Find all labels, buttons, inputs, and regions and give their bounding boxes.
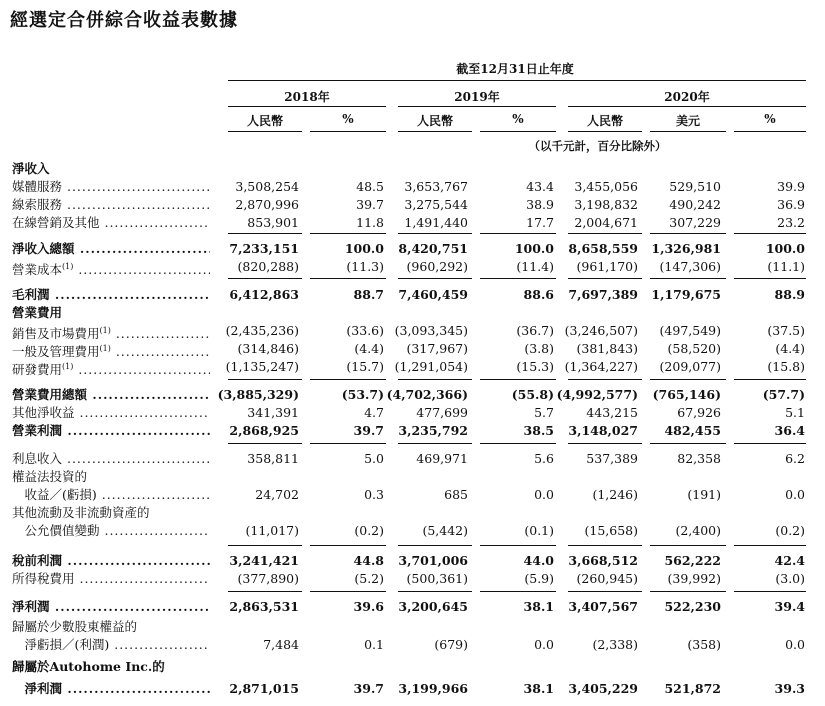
subtotal-rule <box>310 379 386 380</box>
row-label-text: 媒體服務 <box>12 179 63 194</box>
unit-rule <box>480 131 556 132</box>
table-cell: 1,491,440 <box>404 215 468 230</box>
table-cell: 38.9 <box>526 197 554 212</box>
table-cell: (3,885,329) <box>217 387 299 402</box>
subtotal-rule <box>398 591 472 592</box>
table-row <box>0 340 825 358</box>
table-cell: 8,658,559 <box>568 241 638 256</box>
table-row <box>0 680 825 698</box>
table-row <box>0 404 825 422</box>
subtotal-rule <box>480 379 556 380</box>
row-label-text: 淨收入 <box>12 161 50 176</box>
table-cell: (15.8) <box>767 359 805 374</box>
year-2019-header: 2019年 <box>454 90 500 104</box>
footnote-marker: (1) <box>62 262 74 271</box>
row-label <box>12 468 212 486</box>
row-label-text: 其他淨收益 <box>12 405 75 420</box>
table-cell: 443,215 <box>586 405 638 420</box>
subtotal-rule <box>310 233 386 234</box>
table-cell: 39.7 <box>356 197 384 212</box>
table-cell: 522,230 <box>664 599 721 614</box>
table-cell: (33.6) <box>346 323 384 338</box>
table-cell: 44.8 <box>353 553 384 568</box>
table-cell: 3,508,254 <box>235 179 299 194</box>
row-label-text: 公允價值變動 <box>12 523 100 538</box>
row-label <box>12 160 212 178</box>
table-cell: 307,229 <box>669 215 721 230</box>
table-cell: (1,291,054) <box>394 359 468 374</box>
table-cell: 0.0 <box>785 487 805 502</box>
row-label <box>12 552 210 570</box>
unit-rule <box>650 131 726 132</box>
unit-header: 美元 <box>675 114 700 128</box>
row-label-text: 收益／(虧損) <box>12 487 97 502</box>
subtotal-rule <box>398 379 472 380</box>
table-cell: (11.4) <box>516 259 554 274</box>
table-cell: (15.7) <box>346 359 384 374</box>
subtotal-rule <box>734 278 806 279</box>
table-cell: 44.0 <box>523 553 554 568</box>
table-cell: 3,455,056 <box>574 179 638 194</box>
table-cell: 6.2 <box>785 451 805 466</box>
table-row <box>0 450 825 468</box>
table-cell: (4,992,577) <box>556 387 638 402</box>
table-row <box>0 258 825 276</box>
table-row <box>0 522 825 540</box>
row-label <box>12 358 210 379</box>
table-cell: 39.3 <box>774 681 805 696</box>
table-cell: 3,148,027 <box>568 423 638 438</box>
table-cell: 38.1 <box>523 681 554 696</box>
table-row <box>0 504 825 522</box>
table-row <box>0 358 825 376</box>
row-label-text: 營業費用 <box>12 305 63 320</box>
table-cell: (2,435,236) <box>225 323 299 338</box>
table-cell: (960,292) <box>406 259 468 274</box>
table-row <box>0 658 825 676</box>
table-cell: (1,364,227) <box>564 359 638 374</box>
subtotal-rule <box>734 443 806 444</box>
period-header: 截至12月31日止年度 <box>456 62 574 76</box>
table-cell: (15.3) <box>516 359 554 374</box>
row-label <box>12 680 210 698</box>
subtotal-rule <box>480 278 556 279</box>
table-cell: 17.7 <box>526 215 554 230</box>
row-label-text: 線索服務 <box>12 197 63 212</box>
row-label <box>12 304 212 322</box>
table-cell: (15,658) <box>584 523 638 538</box>
table-cell: 482,455 <box>664 423 721 438</box>
table-cell: 6,412,863 <box>229 287 299 302</box>
subtotal-rule <box>228 545 302 546</box>
table-cell: 38.5 <box>523 423 554 438</box>
subtotal-rule <box>398 233 472 234</box>
table-cell: (0.2) <box>775 523 805 538</box>
unit-header: % <box>512 112 524 126</box>
row-label-text: 淨收入總額 <box>12 241 75 256</box>
table-cell: (500,361) <box>406 571 468 586</box>
table-cell: (191) <box>687 487 721 502</box>
table-cell: 5.0 <box>364 451 384 466</box>
table-row <box>0 214 825 232</box>
table-cell: 0.0 <box>534 487 554 502</box>
table-cell: 48.5 <box>356 179 384 194</box>
table-cell: (2,400) <box>675 523 721 538</box>
subtotal-rule <box>650 545 726 546</box>
table-cell: (497,549) <box>659 323 721 338</box>
table-cell: (317,967) <box>406 341 468 356</box>
table-cell: (11,017) <box>245 523 299 538</box>
table-row <box>0 304 825 322</box>
table-cell: 5.6 <box>534 451 554 466</box>
row-label-text: 權益法投資的 <box>12 469 88 484</box>
table-cell: 82,358 <box>677 451 721 466</box>
table-row <box>0 598 825 616</box>
table-cell: 3,668,512 <box>568 553 638 568</box>
table-cell: 490,242 <box>669 197 721 212</box>
table-row <box>0 386 825 404</box>
table-cell: (5.2) <box>354 571 384 586</box>
unit-note: （以千元計，百分比除外） <box>528 139 667 153</box>
subtotal-rule <box>398 545 472 546</box>
table-cell: 7,697,389 <box>568 287 638 302</box>
table-cell: (4.4) <box>354 341 384 356</box>
header-rule-top <box>228 80 806 81</box>
year-2020-rule <box>568 106 806 107</box>
table-cell: (4.4) <box>775 341 805 356</box>
table-row <box>0 618 825 636</box>
unit-header: 人民幣 <box>246 114 283 128</box>
table-cell: (36.7) <box>516 323 554 338</box>
table-cell: 100.0 <box>344 241 384 256</box>
table-cell: (57.7) <box>762 387 805 402</box>
table-cell: (209,077) <box>659 359 721 374</box>
table-cell: (55.8) <box>511 387 554 402</box>
table-cell: 3,198,832 <box>574 197 638 212</box>
subtotal-rule <box>568 233 642 234</box>
unit-rule <box>398 131 472 132</box>
table-cell: 3,407,567 <box>568 599 638 614</box>
table-cell: 7,460,459 <box>398 287 468 302</box>
table-row <box>0 552 825 570</box>
table-cell: (765,146) <box>652 387 721 402</box>
table-cell: 100.0 <box>765 241 805 256</box>
table-cell: (0.1) <box>524 523 554 538</box>
subtotal-rule <box>734 379 806 380</box>
table-cell: 67,926 <box>677 405 721 420</box>
subtotal-rule <box>568 379 642 380</box>
table-cell: 7,233,151 <box>229 241 299 256</box>
subtotal-rule <box>398 443 472 444</box>
table-cell: 2,871,015 <box>229 681 299 696</box>
table-cell: 3,241,421 <box>229 553 299 568</box>
year-2019-rule <box>398 106 556 107</box>
table-cell: 39.7 <box>353 423 384 438</box>
row-label <box>12 404 210 422</box>
table-cell: (2,338) <box>592 637 638 652</box>
table-cell: 3,199,966 <box>398 681 468 696</box>
unit-rule <box>228 131 302 132</box>
table-cell: 88.9 <box>774 287 805 302</box>
table-cell: 3,200,645 <box>398 599 468 614</box>
table-cell: 3,701,006 <box>398 553 468 568</box>
year-2018-header: 2018年 <box>284 90 330 104</box>
unit-rule <box>734 131 806 132</box>
row-label-text: 其他流動及非流動資產的 <box>12 505 150 520</box>
footnote-marker: (1) <box>99 344 111 353</box>
table-cell: 88.6 <box>523 287 554 302</box>
row-label <box>12 196 210 214</box>
table-cell: 36.9 <box>777 197 805 212</box>
table-row <box>0 422 825 440</box>
table-cell: (0.2) <box>354 523 384 538</box>
row-label <box>12 422 210 440</box>
row-label-text: 歸屬於Autohome Inc.的 <box>12 659 165 674</box>
row-label <box>12 214 210 232</box>
unit-rule <box>568 131 642 132</box>
table-cell: (147,306) <box>659 259 721 274</box>
table-cell: 529,510 <box>669 179 721 194</box>
row-label-text: 在線營銷及其他 <box>12 215 100 230</box>
table-cell: 36.4 <box>774 423 805 438</box>
table-cell: 24,702 <box>255 487 299 502</box>
table-row <box>0 322 825 340</box>
table-cell: (377,890) <box>237 571 299 586</box>
table-cell: 477,699 <box>416 405 468 420</box>
table-cell: (5,442) <box>422 523 468 538</box>
table-cell: 1,326,981 <box>651 241 721 256</box>
row-label <box>12 258 210 279</box>
subtotal-rule <box>310 443 386 444</box>
table-cell: 8,420,751 <box>398 241 468 256</box>
table-cell: (11.1) <box>767 259 805 274</box>
table-cell: 39.7 <box>353 681 384 696</box>
table-row <box>0 486 825 504</box>
subtotal-rule <box>568 278 642 279</box>
table-cell: 2,863,531 <box>229 599 299 614</box>
row-label-text: 銷售及市場費用 <box>12 326 100 342</box>
table-cell: (3.0) <box>775 571 805 586</box>
table-cell: (260,945) <box>576 571 638 586</box>
subtotal-rule <box>480 591 556 592</box>
row-label <box>12 504 212 522</box>
unit-header: % <box>342 112 354 126</box>
table-cell: 39.4 <box>774 599 805 614</box>
subtotal-rule <box>650 443 726 444</box>
table-cell: (358) <box>687 637 721 652</box>
table-cell: 853,901 <box>247 215 299 230</box>
table-cell: (5.9) <box>524 571 554 586</box>
row-label-text: 一般及管理費用 <box>12 344 100 360</box>
table-cell: 2,004,671 <box>574 215 638 230</box>
subtotal-rule <box>568 591 642 592</box>
table-cell: 88.7 <box>353 287 384 302</box>
row-label-text: 稅前利潤 <box>12 553 63 568</box>
table-row <box>0 178 825 196</box>
unit-header: 人民幣 <box>586 114 623 128</box>
table-cell: (4,702,366) <box>386 387 468 402</box>
table-cell: (381,843) <box>576 341 638 356</box>
table-cell: 3,235,792 <box>398 423 468 438</box>
table-cell: 0.1 <box>364 637 384 652</box>
row-label-text: 利息收入 <box>12 451 63 466</box>
row-label-text: 營業成本 <box>12 262 63 278</box>
subtotal-rule <box>228 443 302 444</box>
table-cell: 0.3 <box>364 487 384 502</box>
table-cell: 5.1 <box>785 405 805 420</box>
table-row <box>0 240 825 258</box>
row-label <box>12 570 210 588</box>
row-label <box>12 486 210 504</box>
table-cell: (961,170) <box>576 259 638 274</box>
table-cell: 23.2 <box>777 215 805 230</box>
row-label <box>12 450 210 468</box>
row-label <box>12 522 210 540</box>
footnote-marker: (1) <box>99 326 111 335</box>
table-cell: (820,288) <box>237 259 299 274</box>
table-cell: (3.8) <box>524 341 554 356</box>
table-cell: (11.3) <box>346 259 384 274</box>
subtotal-rule <box>480 545 556 546</box>
row-label <box>12 598 210 616</box>
row-label-text: 淨利潤 <box>12 599 50 614</box>
subtotal-rule <box>650 591 726 592</box>
row-label <box>12 386 210 404</box>
table-cell: 3,275,544 <box>404 197 468 212</box>
table-cell: 5.7 <box>534 405 554 420</box>
table-row <box>0 286 825 304</box>
subtotal-rule <box>650 233 726 234</box>
table-cell: (37.5) <box>767 323 805 338</box>
row-label-text: 所得稅費用 <box>12 571 75 586</box>
row-label-text: 研發費用 <box>12 362 63 378</box>
subtotal-rule <box>228 278 302 279</box>
row-label <box>12 618 212 636</box>
table-row <box>0 196 825 214</box>
row-label <box>12 240 210 258</box>
table-cell: (679) <box>434 637 468 652</box>
table-cell: 469,971 <box>416 451 468 466</box>
unit-header: % <box>764 112 776 126</box>
page-title: 經選定合併綜合收益表數據 <box>10 10 238 31</box>
subtotal-rule <box>650 379 726 380</box>
table-cell: (53.7) <box>341 387 384 402</box>
table-cell: 100.0 <box>514 241 554 256</box>
year-2020-header: 2020年 <box>664 90 710 104</box>
row-label-text: 營業費用總額 <box>12 387 88 402</box>
row-label-text: 歸屬於少數股東權益的 <box>12 619 138 634</box>
table-cell: 39.9 <box>777 179 805 194</box>
table-cell: 3,405,229 <box>568 681 638 696</box>
table-cell: 11.8 <box>356 215 384 230</box>
subtotal-rule <box>398 278 472 279</box>
table-cell: (3,093,345) <box>394 323 468 338</box>
table-cell: 7,484 <box>263 637 299 652</box>
year-2018-rule <box>228 106 386 107</box>
table-row <box>0 160 825 178</box>
subtotal-rule <box>480 443 556 444</box>
table-cell: 39.6 <box>353 599 384 614</box>
subtotal-rule <box>568 545 642 546</box>
row-label-text: 毛利潤 <box>12 287 50 302</box>
table-cell: 358,811 <box>247 451 299 466</box>
table-cell: 0.0 <box>534 637 554 652</box>
footnote-marker: (1) <box>62 362 74 371</box>
table-cell: (39,992) <box>667 571 721 586</box>
row-label-text: 淨虧損／(利潤) <box>12 637 110 652</box>
row-label <box>12 178 210 196</box>
row-label <box>12 658 212 676</box>
row-label-text: 淨利潤 <box>12 681 63 696</box>
subtotal-rule <box>650 278 726 279</box>
table-cell: (1,135,247) <box>225 359 299 374</box>
subtotal-rule <box>310 278 386 279</box>
table-cell: 562,222 <box>664 553 721 568</box>
table-cell: (1,246) <box>592 487 638 502</box>
table-cell: 3,653,767 <box>404 179 468 194</box>
table-cell: (314,846) <box>237 341 299 356</box>
table-cell: 38.1 <box>523 599 554 614</box>
subtotal-rule <box>228 233 302 234</box>
table-row <box>0 570 825 588</box>
subtotal-rule <box>310 591 386 592</box>
unit-rule <box>310 131 386 132</box>
table-row <box>0 636 825 654</box>
table-cell: (3,246,507) <box>564 323 638 338</box>
unit-header: 人民幣 <box>416 114 453 128</box>
table-cell: 1,179,675 <box>651 287 721 302</box>
table-cell: 2,870,996 <box>235 197 299 212</box>
table-cell: (58,520) <box>667 341 721 356</box>
table-cell: 537,389 <box>586 451 638 466</box>
row-label <box>12 636 210 654</box>
subtotal-rule <box>228 379 302 380</box>
subtotal-rule <box>734 545 806 546</box>
table-cell: 521,872 <box>664 681 721 696</box>
table-cell: 341,391 <box>247 405 299 420</box>
table-cell: 4.7 <box>364 405 384 420</box>
subtotal-rule <box>480 233 556 234</box>
row-label-text: 營業利潤 <box>12 423 63 438</box>
table-row <box>0 468 825 486</box>
table-cell: 42.4 <box>774 553 805 568</box>
subtotal-rule <box>310 545 386 546</box>
subtotal-rule <box>734 591 806 592</box>
table-cell: 685 <box>444 487 468 502</box>
table-cell: 2,868,925 <box>229 423 299 438</box>
subtotal-rule <box>568 443 642 444</box>
subtotal-rule <box>734 233 806 234</box>
table-cell: 43.4 <box>526 179 554 194</box>
subtotal-rule <box>228 591 302 592</box>
table-cell: 0.0 <box>785 637 805 652</box>
row-label <box>12 286 210 304</box>
